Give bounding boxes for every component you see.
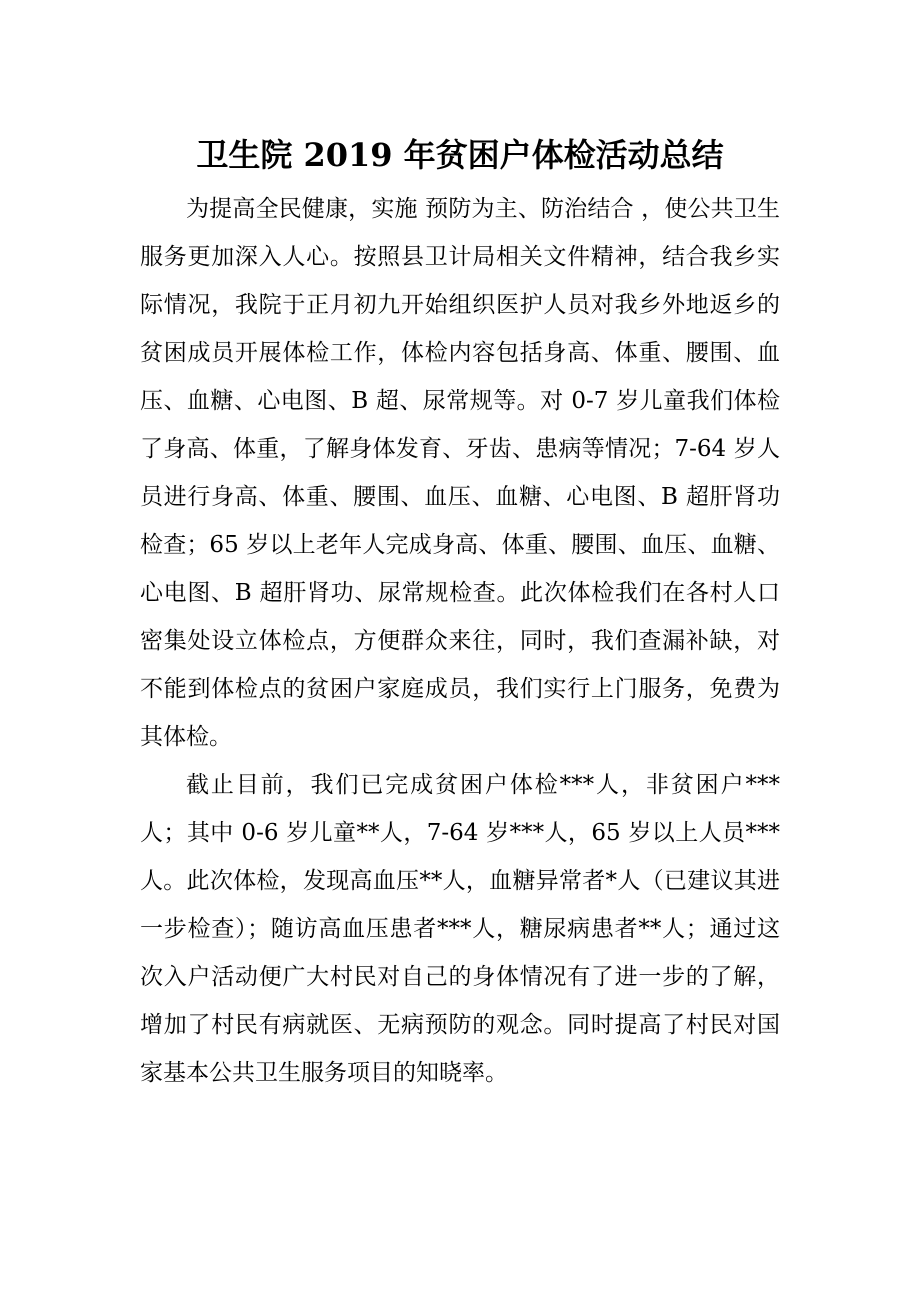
paragraph-2: 截止目前，我们已完成贫困户体检***人，非贫困户***人；其中 0-6 岁儿童**人，7-64 岁***人，65 岁以上人员***人。此次体检，发现高血压**人，血糖异常者*人（已建议其进一步检查）；随访高血压患者***人，糖尿病患者**人；通过这次入户活动便广大村民对自己的身体情况有了进一步的了解，增加了村民有病就医、无病预防的观念。同时提高了村民对国家基本公共卫生服务项目的知晓率。 (140, 772, 780, 1086)
document-title: 卫生院 2019 年贫困户体检活动总结 (196, 136, 724, 174)
document-body (140, 185, 780, 1097)
paragraph-1: 为提高全民健康，实施 预防为主、防治结合 ，使公共卫生服务更加深入人心。按照县卫计局相关文件精神，结合我乡实际情况，我院于正月初九开始组织医护人员对我乡外地返乡的贫困成员开展体检工作，体检内容包括身高、体重、腰围、血压、血糖、心电图、B 超、尿常规等。对 0-7 岁儿童我们体检了身高、体重，了解身体发育、牙齿、患病等情况；7-64 岁人员进行身高、体重、腰围、血压、血糖、心电图、B 超肝肾功检查；65 岁以上老年人完成身高、体重、腰围、血压、血糖、心电图、B 超肝肾功、尿常规检查。此次体检我们在各村人口密集处设立体检点，方便群众来往，同时，我们查漏补缺，对不能到体检点的贫困户家庭成员，我们实行上门服务，免费为其体检。 (140, 196, 780, 750)
